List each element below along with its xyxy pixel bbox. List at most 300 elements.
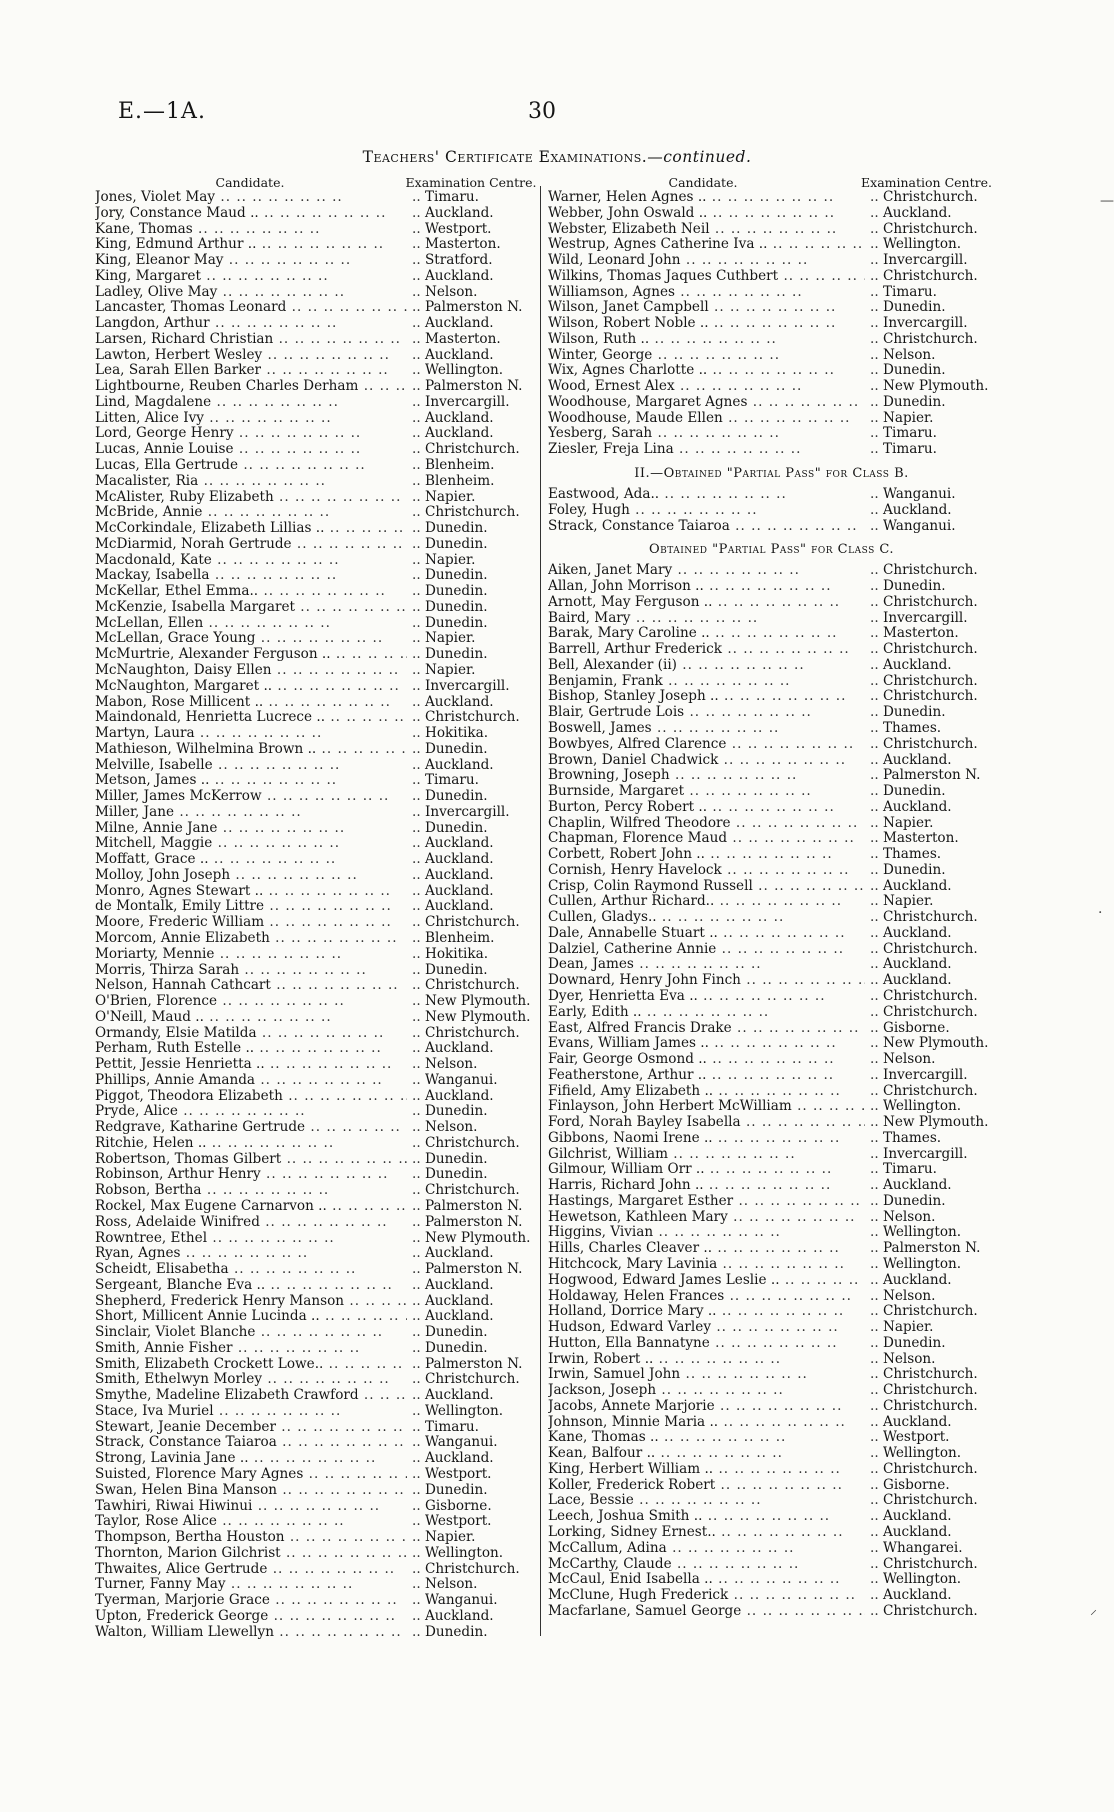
candidate-name: McBride, Annie .. — [95, 505, 407, 521]
examination-centre: .. Napier. — [407, 1530, 537, 1546]
examination-centre: .. Nelson. — [407, 1577, 537, 1593]
table-row — [95, 915, 537, 931]
candidate-name: Dean, James .. — [548, 957, 865, 973]
table-row — [95, 411, 537, 427]
candidate-name: Aiken, Janet Mary .. — [548, 563, 865, 579]
table-row — [548, 1099, 995, 1115]
examination-centre: .. Christchurch. — [865, 910, 995, 926]
candidate-name: Bowbyes, Alfred Clarence .. — [548, 737, 865, 753]
candidate-name: de Montalk, Emily Littre .. — [95, 899, 407, 915]
candidate-name: Pryde, Alice .. — [95, 1104, 407, 1120]
examination-centre: .. Palmerston N. — [407, 1199, 537, 1215]
table-row — [95, 1404, 537, 1420]
examination-centre: .. Wellington. — [865, 1257, 995, 1273]
candidate-name: King, Eleanor May .. — [95, 253, 407, 269]
candidate-name: Lord, George Henry .. — [95, 426, 407, 442]
table-row — [95, 1183, 537, 1199]
examination-centre: .. Blenheim. — [407, 458, 537, 474]
examination-centre: .. Masterton. — [865, 626, 995, 642]
examination-centre: .. Thames. — [865, 721, 995, 737]
table-row — [95, 1435, 537, 1451]
examination-centre: .. Nelson. — [407, 1120, 537, 1136]
table-row — [548, 1541, 995, 1557]
candidate-name: McMurtrie, Alexander Ferguson .. .. — [95, 647, 407, 663]
table-row — [548, 1572, 995, 1588]
table-row — [548, 831, 995, 847]
right-column-header — [548, 175, 995, 190]
table-row — [548, 674, 995, 690]
candidate-name: Miller, Jane .. — [95, 805, 407, 821]
table-row — [548, 190, 995, 206]
candidate-name: Ladley, Olive May .. — [95, 285, 407, 301]
examination-centre: .. Dunedin. — [407, 537, 537, 553]
examination-centre: .. Auckland. — [407, 1041, 537, 1057]
examination-centre: .. Nelson. — [407, 285, 537, 301]
examination-centre: .. Dunedin. — [407, 963, 537, 979]
table-row — [548, 1604, 995, 1620]
examination-centre: .. Dunedin. — [407, 1625, 537, 1641]
candidate-name: Litten, Alice Ivy .. — [95, 411, 407, 427]
examination-centre: .. Christchurch. — [407, 505, 537, 521]
candidate-name: Walton, William Llewellyn .. — [95, 1625, 407, 1641]
candidate-name: Ziesler, Freja Lina .. — [548, 442, 865, 458]
examination-centre: .. Gisborne. — [865, 1478, 995, 1494]
candidate-name: Phillips, Annie Amanda .. — [95, 1073, 407, 1089]
examination-centre: .. Napier. — [407, 631, 537, 647]
table-row — [548, 1241, 995, 1257]
table-row — [548, 395, 995, 411]
table-row — [95, 568, 537, 584]
table-row — [95, 726, 537, 742]
candidate-name: Molloy, John Joseph .. — [95, 868, 407, 884]
examination-centre: .. Invercargill. — [407, 679, 537, 695]
table-row — [548, 222, 995, 238]
candidate-name: King, Edmund Arthur .. .. — [95, 237, 407, 253]
examination-centre: .. Christchurch. — [865, 1367, 995, 1383]
table-row — [95, 1341, 537, 1357]
examination-centre: .. Christchurch. — [865, 1084, 995, 1100]
candidate-name: Holland, Dorrice Mary .. .. — [548, 1304, 865, 1320]
examination-centre: .. Auckland. — [407, 836, 537, 852]
examination-centre: .. Dunedin. — [865, 1336, 995, 1352]
candidate-name: Higgins, Vivian .. — [548, 1225, 865, 1241]
examination-centre: .. Dunedin. — [865, 363, 995, 379]
candidate-name: Robertson, Thomas Gilbert .. — [95, 1152, 407, 1168]
candidate-name: Strack, Constance Taiaroa .. — [548, 519, 865, 535]
table-row — [95, 963, 537, 979]
table-row — [95, 1057, 537, 1073]
candidate-name: Barak, Mary Caroline .. .. — [548, 626, 865, 642]
examination-centre: .. Timaru. — [865, 285, 995, 301]
examination-centre: .. Timaru. — [407, 773, 537, 789]
examination-centre: .. Auckland. — [407, 1278, 537, 1294]
margin-mark: · — [1098, 905, 1103, 921]
table-row — [95, 553, 537, 569]
table-row — [548, 611, 995, 627]
table-row — [95, 1026, 537, 1042]
table-row — [548, 705, 995, 721]
examination-centre: .. Christchurch. — [865, 674, 995, 690]
examination-centre: .. Stratford. — [407, 253, 537, 269]
candidate-name: Hutton, Ella Bannatyne .. — [548, 1336, 865, 1352]
table-row — [95, 1262, 537, 1278]
examination-centre: .. Auckland. — [865, 1525, 995, 1541]
candidate-name: Browning, Joseph .. — [548, 768, 865, 784]
table-row — [95, 285, 537, 301]
candidate-name: Short, Millicent Annie Lucinda .. .. — [95, 1309, 407, 1325]
candidate-name: Barrell, Arthur Frederick .. — [548, 642, 865, 658]
candidate-name: Robinson, Arthur Henry .. — [95, 1167, 407, 1183]
table-row — [548, 816, 995, 832]
table-row — [95, 1467, 537, 1483]
table-row — [548, 1225, 995, 1241]
class-c-candidate-list — [548, 563, 995, 1619]
table-row — [548, 1557, 995, 1573]
candidate-name: Harris, Richard John .. .. — [548, 1178, 865, 1194]
table-row — [548, 269, 995, 285]
table-row — [548, 1131, 995, 1147]
candidate-name: Downard, Henry John Finch .. — [548, 973, 865, 989]
table-row — [548, 768, 995, 784]
candidate-header: Candidate. — [668, 175, 738, 190]
table-row — [95, 742, 537, 758]
candidate-name: Koller, Frederick Robert .. — [548, 1478, 865, 1494]
examination-centre: .. Nelson. — [865, 1210, 995, 1226]
candidate-name: Jones, Violet May .. — [95, 190, 407, 206]
table-row — [548, 753, 995, 769]
candidate-name: Foley, Hugh .. — [548, 503, 865, 519]
candidate-name: Rowntree, Ethel .. — [95, 1231, 407, 1247]
examination-centre: .. Invercargill. — [865, 316, 995, 332]
examination-centre: .. Wellington. — [407, 363, 537, 379]
candidate-name: Hewetson, Kathleen Mary .. — [548, 1210, 865, 1226]
table-row — [95, 190, 537, 206]
table-row — [548, 1052, 995, 1068]
table-row — [548, 1036, 995, 1052]
examination-centre: .. New Plymouth. — [407, 1010, 537, 1026]
examination-centre: .. Westport. — [407, 1514, 537, 1530]
examination-centre: .. Christchurch. — [407, 1183, 537, 1199]
table-row — [95, 1577, 537, 1593]
examination-centre: .. Hokitika. — [407, 726, 537, 742]
table-row — [95, 442, 537, 458]
candidate-name: Hogwood, Edward James Leslie .. .. — [548, 1273, 865, 1289]
examination-centre: .. Wellington. — [865, 1446, 995, 1462]
examination-centre: .. Auckland. — [865, 973, 995, 989]
table-row — [548, 926, 995, 942]
table-row — [95, 1530, 537, 1546]
examination-centre: .. New Plymouth. — [865, 1115, 995, 1131]
candidate-name: Robson, Bertha .. — [95, 1183, 407, 1199]
table-row — [95, 868, 537, 884]
candidate-name: Allan, John Morrison .. .. — [548, 579, 865, 595]
examination-centre: .. Christchurch. — [865, 1399, 995, 1415]
examination-centre: .. Masterton. — [407, 332, 537, 348]
candidate-name: Blair, Gertrude Lois .. — [548, 705, 865, 721]
examination-centre: .. Dunedin. — [407, 1167, 537, 1183]
candidate-name: Fifield, Amy Elizabeth .. .. — [548, 1084, 865, 1100]
table-row — [95, 348, 537, 364]
table-row — [548, 957, 995, 973]
candidate-name: Holdaway, Helen Frances .. — [548, 1289, 865, 1305]
candidate-name: Smith, Annie Fisher .. — [95, 1341, 407, 1357]
candidate-name: Maindonald, Henrietta Lucrece .. .. — [95, 710, 407, 726]
candidate-name: Macfarlane, Samuel George .. — [548, 1604, 865, 1620]
table-row — [95, 631, 537, 647]
candidate-name: Ormandy, Elsie Matilda .. — [95, 1026, 407, 1042]
candidate-name: Yesberg, Sarah .. — [548, 426, 865, 442]
examination-centre: .. Christchurch. — [865, 1462, 995, 1478]
centre-header: Examination Centre. — [861, 175, 992, 190]
examination-centre: .. Dunedin. — [407, 821, 537, 837]
table-row — [548, 1021, 995, 1037]
candidate-name: Thwaites, Alice Gertrude .. — [95, 1562, 407, 1578]
candidate-name: Ford, Norah Bayley Isabella .. — [548, 1115, 865, 1131]
examination-centre: .. Wellington. — [865, 1099, 995, 1115]
page-title — [0, 148, 1114, 166]
table-row — [548, 1005, 995, 1021]
candidate-name: Crisp, Colin Raymond Russell .. — [548, 879, 865, 895]
table-row — [548, 348, 995, 364]
table-row — [95, 206, 537, 222]
table-row — [95, 269, 537, 285]
candidate-name: Fair, George Osmond .. .. — [548, 1052, 865, 1068]
examination-centre: .. Dunedin. — [865, 1194, 995, 1210]
examination-centre: .. Christchurch. — [865, 1005, 995, 1021]
candidate-name: Moore, Frederic William .. — [95, 915, 407, 931]
table-row — [95, 1215, 537, 1231]
candidate-name: Westrup, Agnes Catherine Iva .. .. — [548, 237, 865, 253]
candidate-name: Jackson, Joseph .. — [548, 1383, 865, 1399]
examination-centre: .. Invercargill. — [865, 611, 995, 627]
examination-centre: .. Auckland. — [407, 1451, 537, 1467]
table-row — [548, 1257, 995, 1273]
table-row — [548, 894, 995, 910]
table-row — [95, 1357, 537, 1373]
examination-centre: .. Christchurch. — [865, 269, 995, 285]
table-row — [548, 1210, 995, 1226]
examination-centre: .. Auckland. — [407, 206, 537, 222]
table-row — [95, 884, 537, 900]
examination-centre: .. Christchurch. — [865, 689, 995, 705]
candidate-name: Sergeant, Blanche Eva .. .. — [95, 1278, 407, 1294]
table-row — [95, 805, 537, 821]
table-row — [95, 1152, 537, 1168]
examination-centre: .. Timaru. — [407, 190, 537, 206]
examination-centre: .. Auckland. — [865, 503, 995, 519]
table-row — [548, 285, 995, 301]
candidate-name: Langdon, Arthur .. — [95, 316, 407, 332]
examination-centre: .. Dunedin. — [407, 521, 537, 537]
candidate-name: Bell, Alexander (ii) .. — [548, 658, 865, 674]
examination-centre: .. Palmerston N. — [865, 768, 995, 784]
examination-centre: .. Dunedin. — [407, 1483, 537, 1499]
table-row — [95, 1325, 537, 1341]
examination-centre: .. Wellington. — [865, 237, 995, 253]
examination-centre: .. Christchurch. — [407, 442, 537, 458]
candidate-name: Boswell, James .. — [548, 721, 865, 737]
candidate-name: Kane, Thomas .. — [95, 222, 407, 238]
candidate-name: McKenzie, Isabella Margaret .. — [95, 600, 407, 616]
examination-centre: .. Dunedin. — [865, 784, 995, 800]
left-candidate-list — [95, 190, 537, 1640]
table-row — [95, 474, 537, 490]
examination-centre: .. Auckland. — [407, 695, 537, 711]
examination-centre: .. Wanganui. — [407, 1073, 537, 1089]
table-row — [95, 647, 537, 663]
candidate-name: Chaplin, Wilfred Theodore .. — [548, 816, 865, 832]
candidate-name: Warner, Helen Agnes .. .. — [548, 190, 865, 206]
candidate-name: Tyerman, Marjorie Grace .. — [95, 1593, 407, 1609]
table-row — [95, 363, 537, 379]
table-row — [548, 642, 995, 658]
examination-centre: .. Napier. — [407, 663, 537, 679]
examination-centre: .. Gisborne. — [865, 1021, 995, 1037]
candidate-name: Monro, Agnes Stewart .. .. — [95, 884, 407, 900]
examination-centre: .. Masterton. — [407, 237, 537, 253]
right-column — [548, 175, 995, 1620]
table-row — [548, 332, 995, 348]
candidate-name: McLellan, Ellen .. — [95, 616, 407, 632]
table-row — [548, 1462, 995, 1478]
candidate-name: Lucas, Ella Gertrude .. — [95, 458, 407, 474]
candidate-name: Evans, William James .. .. — [548, 1036, 865, 1052]
examination-centre: .. Christchurch. — [865, 1493, 995, 1509]
examination-centre: .. Auckland. — [865, 1509, 995, 1525]
candidate-name: McCaul, Enid Isabella .. .. — [548, 1572, 865, 1588]
examination-centre: .. Auckland. — [407, 1388, 537, 1404]
candidate-name: Smith, Elizabeth Crockett Lowe.. .. — [95, 1357, 407, 1373]
table-row — [548, 658, 995, 674]
table-row — [548, 1415, 995, 1431]
table-row — [548, 1084, 995, 1100]
examination-centre: .. Auckland. — [407, 1294, 537, 1310]
examination-centre: .. Dunedin. — [407, 742, 537, 758]
table-row — [95, 1167, 537, 1183]
table-row — [548, 1367, 995, 1383]
candidate-name: Ross, Adelaide Winifred .. — [95, 1215, 407, 1231]
candidate-name: McNaughton, Daisy Ellen .. — [95, 663, 407, 679]
candidate-name: Featherstone, Arthur .. .. — [548, 1068, 865, 1084]
table-row — [548, 1178, 995, 1194]
table-row — [548, 316, 995, 332]
table-row — [95, 1309, 537, 1325]
examination-centre: .. Palmerston N. — [407, 300, 537, 316]
examination-centre: .. Christchurch. — [407, 1372, 537, 1388]
candidate-name: Jacobs, Annete Marjorie .. — [548, 1399, 865, 1415]
table-row — [548, 206, 995, 222]
candidate-name: Macalister, Ria .. — [95, 474, 407, 490]
candidate-name: Thornton, Marion Gilchrist .. — [95, 1546, 407, 1562]
table-row — [95, 1073, 537, 1089]
examination-centre: .. Dunedin. — [865, 579, 995, 595]
examination-centre: .. Wanganui. — [407, 1593, 537, 1609]
candidate-name: Morris, Thirza Sarah .. — [95, 963, 407, 979]
table-row — [548, 721, 995, 737]
examination-centre: .. Auckland. — [407, 316, 537, 332]
table-row — [95, 1294, 537, 1310]
table-row — [95, 222, 537, 238]
table-row — [95, 1546, 537, 1562]
examination-centre: .. Wellington. — [407, 1404, 537, 1420]
candidate-name: Nelson, Hannah Cathcart .. — [95, 978, 407, 994]
margin-mark: ⸝ — [1090, 1602, 1097, 1618]
examination-centre: .. Westport. — [407, 222, 537, 238]
table-row — [548, 503, 995, 519]
candidate-name: McClune, Hugh Frederick .. — [548, 1588, 865, 1604]
examination-centre: .. Hokitika. — [407, 947, 537, 963]
table-row — [548, 1273, 995, 1289]
examination-centre: .. Invercargill. — [865, 1068, 995, 1084]
examination-centre: .. Dunedin. — [407, 1104, 537, 1120]
table-row — [95, 458, 537, 474]
candidate-name: McKellar, Ethel Emma.. .. — [95, 584, 407, 600]
candidate-name: McDiarmid, Norah Gertrude .. — [95, 537, 407, 553]
candidate-name: Moriarty, Mennie .. — [95, 947, 407, 963]
examination-centre: .. Gisborne. — [407, 1499, 537, 1515]
examination-centre: .. Auckland. — [407, 758, 537, 774]
table-row — [548, 1289, 995, 1305]
candidate-name: Scheidt, Elisabetha .. — [95, 1262, 407, 1278]
table-row — [95, 379, 537, 395]
candidate-name: McCallum, Adina .. — [548, 1541, 865, 1557]
table-row — [95, 931, 537, 947]
table-row — [95, 994, 537, 1010]
class-b-candidate-list — [548, 487, 995, 534]
candidate-name: Smythe, Madeline Elizabeth Crawford .. — [95, 1388, 407, 1404]
candidate-name: Larsen, Richard Christian .. — [95, 332, 407, 348]
examination-centre: .. Dunedin. — [407, 1341, 537, 1357]
examination-centre: .. Auckland. — [407, 1246, 537, 1262]
candidate-name: Smith, Ethelwyn Morley .. — [95, 1372, 407, 1388]
examination-centre: .. Auckland. — [407, 348, 537, 364]
table-row — [95, 836, 537, 852]
examination-centre: .. Christchurch. — [865, 1383, 995, 1399]
table-row — [548, 879, 995, 895]
candidate-name: Lea, Sarah Ellen Barker .. — [95, 363, 407, 379]
table-row — [548, 1068, 995, 1084]
examination-centre: .. Auckland. — [407, 868, 537, 884]
candidate-name: Taylor, Rose Alice .. — [95, 1514, 407, 1530]
examination-centre: .. Palmerston N. — [407, 1357, 537, 1373]
examination-centre: .. Napier. — [407, 490, 537, 506]
table-row — [95, 1010, 537, 1026]
table-row — [95, 316, 537, 332]
candidate-name: Lace, Bessie .. — [548, 1493, 865, 1509]
examination-centre: .. Auckland. — [865, 753, 995, 769]
table-row — [95, 537, 537, 553]
examination-centre: .. Westport. — [407, 1467, 537, 1483]
table-row — [548, 626, 995, 642]
examination-centre: .. Auckland. — [407, 411, 537, 427]
candidate-name: Arnott, May Ferguson .. .. — [548, 595, 865, 611]
candidate-header: Candidate. — [215, 175, 285, 190]
table-row — [548, 1115, 995, 1131]
candidate-name: Hudson, Edward Varley .. — [548, 1320, 865, 1336]
candidate-name: Winter, George .. — [548, 348, 865, 364]
table-row — [95, 1199, 537, 1215]
candidate-name: Kean, Balfour .. .. — [548, 1446, 865, 1462]
table-row — [95, 1388, 537, 1404]
candidate-name: Sinclair, Violet Blanche .. — [95, 1325, 407, 1341]
candidate-name: Swan, Helen Bina Manson .. — [95, 1483, 407, 1499]
table-row — [548, 1493, 995, 1509]
table-row — [95, 1104, 537, 1120]
examination-centre: .. Westport. — [865, 1430, 995, 1446]
examination-centre: .. Blenheim. — [407, 931, 537, 947]
table-row — [548, 1194, 995, 1210]
candidate-name: Lawton, Herbert Wesley .. — [95, 348, 407, 364]
